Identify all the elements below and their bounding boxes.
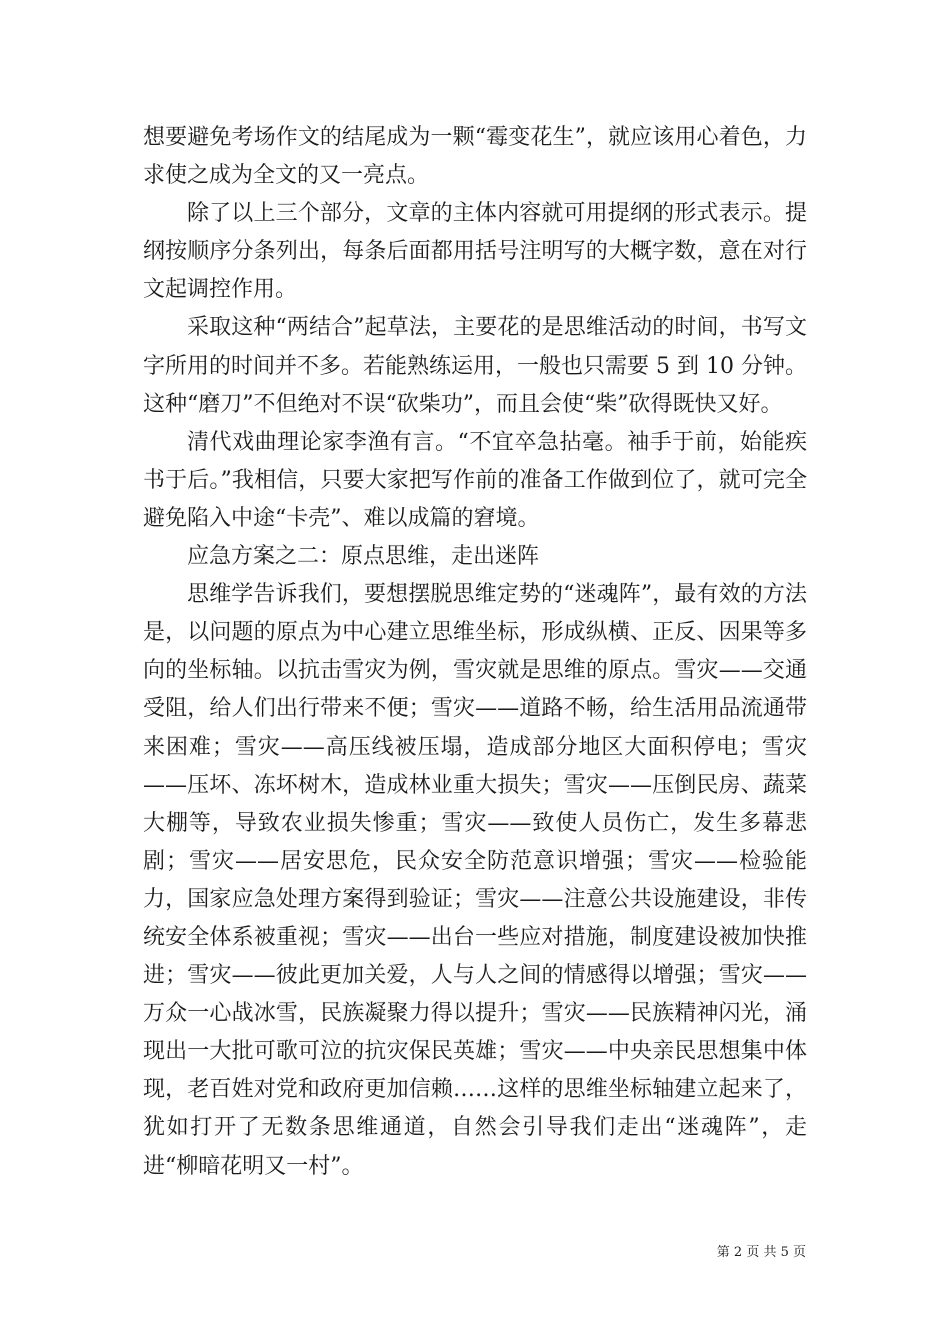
section-heading: 应急方案之二：原点思维，走出迷阵 xyxy=(187,544,540,570)
paragraph-1: 想要避免考场作文的结尾成为一颗“霉变花生”，就应该用心着色，力求使之成为全文的又一亮点。 xyxy=(143,125,807,189)
paragraph-6: 思维学告诉我们，要想摆脱思维定势的“迷魂阵”，最有效的方法是，以问题的原点为中心建立思维坐标，形成纵横、正反、因果等多向的坐标轴。以抗击雪灾为例，雪灾就是思维的原点。雪灾——交通受阻，给人们出行带来不便；雪灾——道路不畅，给生活用品流通带来困难；雪灾——高压线被压塌，造成部分地区大面积停电；雪灾——压坏、冻坏树木，造成林业重大损失；雪灾——压倒民房、蔬菜大棚等，导致农业损失惨重；雪灾——致使人员伤亡，发生多幕悲剧；雪灾——居安思危，民众安全防范意识增强；雪灾——检验能力，国家应急处理方案得到验证；雪灾——注意公共设施建设，非传统安全体系被重视；雪灾——出台一些应对措施，制度建设被加快推进；雪灾——彼此更加关爱，人与人之间的情感得以增强；雪灾——万众一心战冰雪，民族凝聚力得以提升；雪灾——民族精神闪光，涌现出一大批可歌可泣的抗灾保民英雄；雪灾——中央亲民思想集中体现，老百姓对党和政府更加信赖……这样的思维坐标轴建立起来了，犹如打开了无数条思维通道，自然会引导我们走出“迷魂阵”，走进“柳暗花明又一村”。 xyxy=(143,582,807,1179)
page-number: 第 2 页 共 5 页 xyxy=(716,1245,806,1260)
document-body xyxy=(143,119,807,1186)
paragraph-4: 清代戏曲理论家李渔有言。“不宜卒急拈毫。袖手于前，始能疾书于后。”我相信，只要大家把写作前的准备工作做到位了，就可完全避免陷入中途“卡壳”、难以成篇的窘境。 xyxy=(143,429,807,531)
paragraph-2: 除了以上三个部分，文章的主体内容就可用提纲的形式表示。提纲按顺序分条列出，每条后面都用括号注明写的大概字数，意在对行文起调控作用。 xyxy=(143,201,807,303)
paragraph-3: 采取这种“两结合”起草法，主要花的是思维活动的时间，书写文字所用的时间并不多。若能熟练运用，一般也只需要 5 到 10 分钟。这种“磨刀”不但绝对不误“砍柴功”，而且会使“柴”砍得既快又好。 xyxy=(143,315,807,417)
